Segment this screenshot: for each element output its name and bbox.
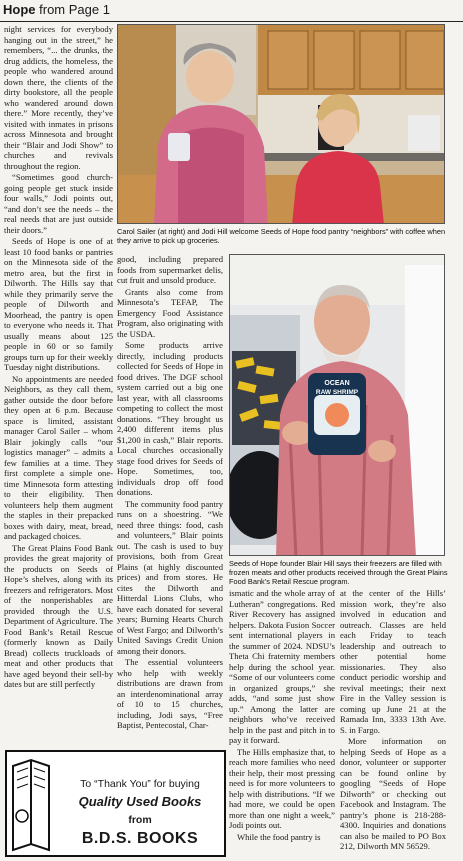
paragraph: Grants also come from Minnesota’s TEFAP, The Emergency Food Assistance Program, also originating with the USDA. [117,286,223,339]
photo-caption-1: Carol Sailer (at right) and Jodi Hill welcome Seeds of Hope food pantry “neighbors” with coffee when they arrive to pick up groceries. [117,227,446,245]
paragraph: Seeds of Hope is one of at least 10 food banks or pantries on the Minnesota side of the metro area, but the first in Dilworth. The Hills say that while they primarily serve the people of Dilworth and Moorhead, the pantry is open to everyone who needs it. That usually means about 125 people in 60 or so family groups turn up for their weekly Tuesday night distributions. [4,236,113,372]
paragraph: Some products arrive directly, including products collected for Seeds of Hope in food drives. The DGF school system carried out a big one last year, with all classrooms competing to collect the most donations. “They brought us 2,400 different items plus $1,200 in cash,” Blair reports. Local churches occasionally stage food drives for Seeds of Hope. Sometimes, too, individuals drop off food donations. [117,340,223,497]
continued-header [3,2,110,17]
ad-line-from: from [128,814,152,826]
paragraph: night services for everybody hanging out in the street,” he remembers, “... the drunks, the drug addicts, the homeless, the people who wandered around down there, the clients of the dirty bookstore, all the people who wandered around down there.” More recently, they’ve visited with inmates in prisons across Minnesota and brought their “Blair and Jodi Show” to churches and revivals throughout the region. [4,24,113,171]
continued-label: from Page 1 [39,2,110,17]
article-column-4 [340,588,446,853]
paragraph: ismatic and the whole array of Lutheran” congregations. Red River Recovery has assigned helpers. Dakota Fusion Soccer sent international players in the summer of 2024. NDSU’s Theta Chi fraternity members help during the school year. “Some of our volunteers come in organized groups,” she adds, “and some just show up.” Among the latter are neighbors who’ve received help in the past and pitch in to pay it forward. [229,588,335,745]
kitchen-photo-image [118,25,445,224]
paragraph: The essential volunteers who help with weekly distributions are drawn from an interdenominational array of 10 to 15 churches, including, Jodi says, “Free Baptist, Pentecostal, Char- [117,657,223,730]
paragraph: The community food pantry runs on a shoestring. “We need three things: food, cash and volunteers,” Blair points out. The cash is used to buy provisions, both from Great Plains (at highly discounted prices) and from stores. He cites the Dilworth and Hitterdal Lions Clubs, who have each donated for several years; Burning Hearts Church of West Fargo; and Dilworth’s United Savings Credit Union among their donors. [117,498,223,656]
ad-line-quality: Quality Used Books [78,794,202,809]
section-name: Hope [3,2,36,17]
paragraph: More information on helping Seeds of Hope as a donor, volunteer or supporter can be found online by googling “Seeds of Hope Dilworth” or checking out Facebook and Instagram. The pantry’s phone is 218-288-4300. Inquiries and donations can also be mailed to PO Box 212, Dilworth MN 56529. [340,736,446,851]
photo-volunteers-coffee [117,24,445,224]
article-column-1 [4,24,113,691]
paragraph: at the center of the Hills’ mission work, they’re also involved in education and outreach. Classes are held each Friday to teach leadership and outreach to other potential home missionaries. They also conduct periodic worship and revival meetings; their next Fire in the Valley session is coming up June 21 at the Ramada Inn, 3333 13th Ave. S. in Fargo. [340,588,446,735]
bag-product-text: RAW SHRIMP [315,389,359,396]
ad-line-thanks: To “Thank You” for buying [80,778,200,790]
paragraph: good, including prepared foods from supermarket delis, cut fruit and unsold produce. [117,254,223,285]
photo-caption-2: Seeds of Hope founder Blair Hill says their freezers are filled with frozen meats and other products received through the Great Plains Food Bank’s Retail Rescue program. [229,559,448,586]
paragraph: The Great Plains Food Bank provides the great majority of the products on Seeds of Hope’s shelves, along with its freezers and refrigerators. Most of the nonperishables are provided through the U.S. Department of Agriculture. The Food Bank’s Retail Rescue (formerly known as Daily Bread) collects truckloads of meat and other products that have aged beyond their sell-by dates but are still perfectly [4,542,113,689]
paragraph: “Sometimes good church-going people get stuck inside four walls,” Jodi points out, “and don’t see the needs – the real needs that are just outside their doors.” [4,172,113,235]
paragraph: While the food pantry is [237,831,321,842]
paragraph: No appointments are needed Neighbors, as they call them, gather outside the door before they open at 6 p.m. Because space is limited, assistant manager Carol Sailer – whom Blair jokingly calls “our logistics manager” – admits a few families at a time. They first complete a simple one-time Minnesota form attesting to their eligibility. Then volunteers help them augment the staples in their prepacked boxes with dairy, meat, bread, and packaged choices. [4,373,113,541]
photo-founder-shrimp [229,254,445,556]
bds-books-ad [5,750,226,857]
bag-brand-text: OCEAN [324,380,350,387]
article-column-2 [117,254,223,732]
article-column-3 [229,588,335,843]
paragraph: The Hills emphasize that, to reach more families who need their help, their most pressing need is for more volunteers to help with distributions. “If we had more, we could be open more than one night a week,” Jodi points out. [229,746,335,830]
book-icon [11,756,51,854]
freezer-photo-image [230,255,445,556]
page-header [0,0,463,22]
ad-store-name: B.D.S. BOOKS [81,830,199,847]
